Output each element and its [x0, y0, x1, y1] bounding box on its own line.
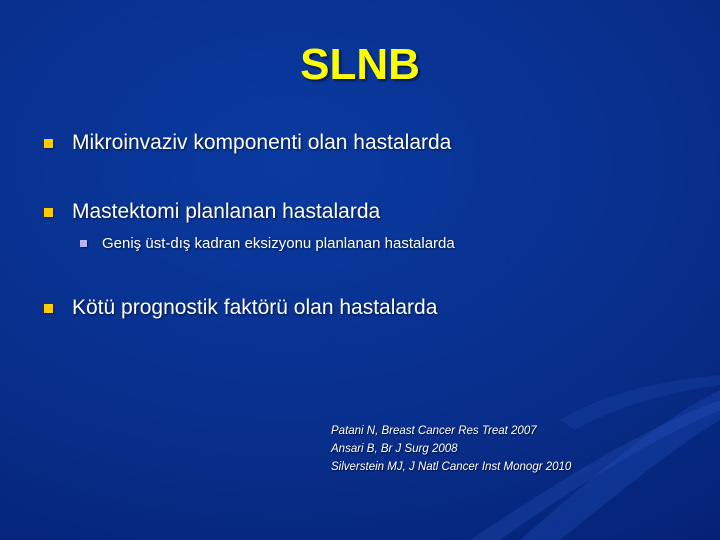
square-bullet-icon [44, 304, 53, 313]
sub-bullet-text: Geniş üst-dış kadran eksizyonu planlanan hastalarda [102, 235, 455, 252]
reference-line: Ansari B, Br J Surg 2008 [331, 443, 458, 455]
square-sub-bullet-icon [80, 240, 87, 247]
bullet-item [44, 296, 437, 320]
bullet-item [44, 200, 380, 224]
reference-line: Silverstein MJ, J Natl Cancer Inst Monogr 2010 [331, 461, 572, 473]
bullet-text: Mikroinvaziv komponenti olan hastalarda [72, 131, 452, 154]
slide-title: SLNB [300, 40, 420, 89]
sub-bullet-item [80, 235, 455, 252]
bullet-text: Kötü prognostik faktörü olan hastalarda [72, 296, 438, 319]
square-bullet-icon [44, 208, 53, 217]
square-bullet-icon [44, 139, 53, 148]
bullet-text: Mastektomi planlanan hastalarda [72, 200, 381, 223]
reference-line: Patani N, Breast Cancer Res Treat 2007 [331, 425, 537, 437]
references [331, 422, 571, 476]
bullet-item [44, 131, 451, 155]
